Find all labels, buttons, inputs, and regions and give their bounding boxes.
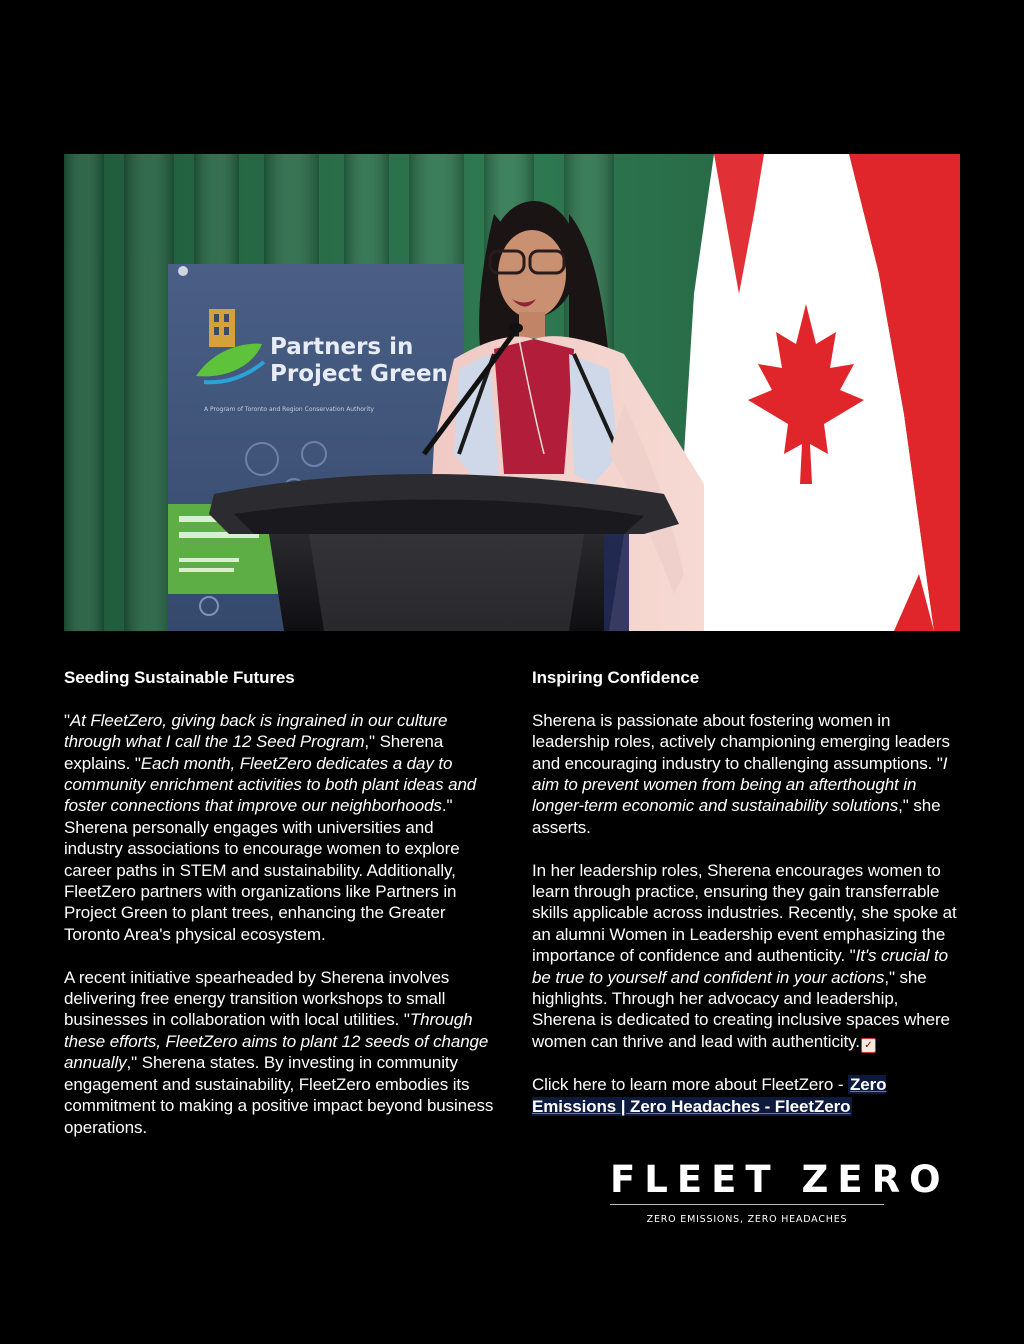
speaker-at-podium-photo <box>64 154 960 631</box>
text-fragment: " <box>64 710 70 730</box>
text-fragment: A recent initiative spearheaded by Sherena involves delivering free energy transition workshops to small businesses in collaboration with local utilities. " <box>64 967 450 1030</box>
paragraph-workshops <box>64 967 494 1138</box>
emoji-glyph-icon: ✓ <box>861 1038 876 1053</box>
quote-be-true: It's crucial to be true to yourself and confident in your actions <box>532 946 949 987</box>
section-heading-seeding: Seeding Sustainable Futures <box>64 668 295 687</box>
canadian-flag <box>664 154 960 631</box>
text-fragment: Click here to learn more about FleetZero - <box>532 1075 849 1095</box>
paragraph-leadership-roles <box>532 860 962 1053</box>
text-fragment: ." Sherena personally engages with universities and industry associations to encourage women to explore career paths in STEM and sustainability. Additionally, FleetZero partners with organizations like Partners in Project Green to plant trees, enhancing the Greater Toronto Area's physical ecosystem. <box>64 796 460 944</box>
text-fragment: Sherena is passionate about fostering women in leadership roles, actively championing emerging leaders and encouraging industry to challenging assumptions. " <box>532 710 950 773</box>
banner-caption: A Program of Toronto and Region Conservation Authority <box>204 406 374 413</box>
banner-line2: Project Green <box>270 361 448 387</box>
paragraph-fostering-women <box>532 710 962 838</box>
paragraph-learn-more <box>532 1074 962 1117</box>
logo-divider <box>610 1204 884 1205</box>
left-column <box>64 666 494 1159</box>
banner-line1: Partners in <box>270 334 414 360</box>
text-fragment: ," Sherena states. By investing in community engagement and sustainability, FleetZero embodies its commitment to making a positive impact beyond business operations. <box>64 1053 494 1137</box>
quote-community: Each month, FleetZero dedicates a day to community enrichment activities to both plant ideas and foster connections that improve our neighborhoods <box>64 753 477 816</box>
text-fragment: ," Sherena explains. " <box>64 732 444 773</box>
text-fragment: ," she asserts. <box>532 796 941 837</box>
quote-afterthought: I aim to prevent women from being an afterthought in longer-term economic and sustainability solutions <box>532 753 948 816</box>
text-fragment: ," she highlights. Through her advocacy and leadership, Sherena is dedicated to creating inclusive spaces where women can thrive and lead with authenticity. <box>532 967 950 1051</box>
quote-seeds-of-change: Through these efforts, FleetZero aims to plant 12 seeds of change annually <box>64 1010 489 1073</box>
logo-wordmark: FLEET ZERO <box>610 1158 950 1201</box>
section-heading-confidence: Inspiring Confidence <box>532 668 700 687</box>
text-fragment: In her leadership roles, Sherena encourages women to learn through practice, ensuring they gain transferrable skills applicable across industries. Recently, she spoke at an alumni Women in Leadership event emphasizing the importance of confidence and authenticity. " <box>532 860 957 966</box>
logo-tagline: ZERO EMISSIONS, ZERO HEADACHES <box>646 1214 848 1225</box>
fleetzero-logo <box>610 1158 950 1225</box>
quote-12-seed: At FleetZero, giving back is ingrained in our culture through what I call the 12 Seed Program <box>64 710 448 752</box>
right-column <box>532 666 962 1138</box>
fleetzero-link[interactable]: Zero Emissions | Zero Headaches - FleetZero <box>532 1075 887 1116</box>
paragraph-12-seed-program <box>64 710 494 945</box>
photo-illustration <box>64 154 960 631</box>
